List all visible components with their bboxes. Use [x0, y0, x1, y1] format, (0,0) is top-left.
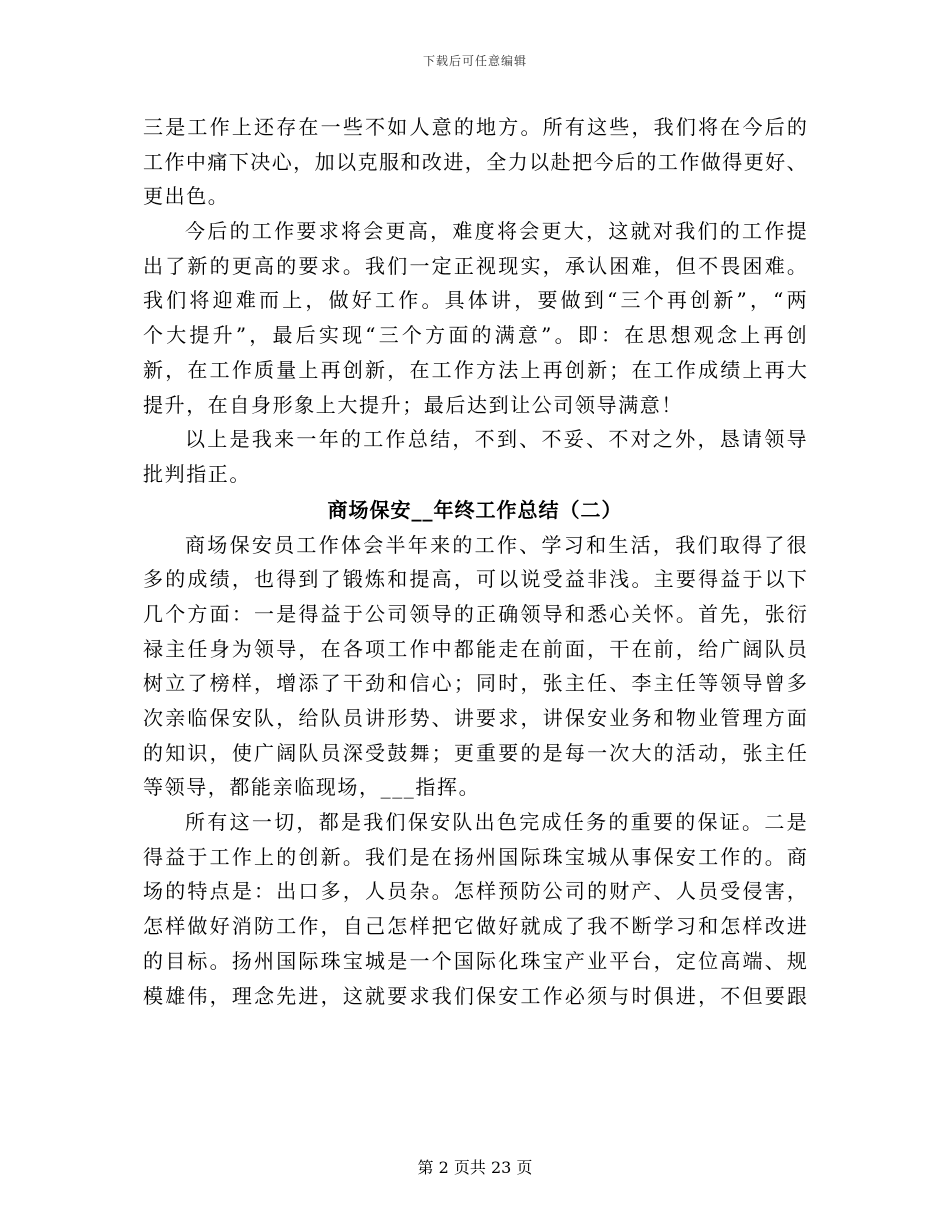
paragraph	[143, 422, 807, 491]
text-line: 场 的 特 点 是 ： 出 口 多 ， 人 员 杂 。 怎 样 预 防 公 司 的 财 产 、 人 员 受 侵 害 ，	[143, 879, 807, 904]
text-line: 得 益 于 工 作 上 的 创 新 。 我 们 是 在 扬 州 国 际 珠 宝 城 从 事 保 安 工 作 的 。 商	[143, 844, 807, 869]
paragraph	[143, 214, 807, 422]
text-line: 多 的 成 绩 ， 也 得 到 了 锻 炼 和 提 高 ， 可 以 说 受 益 非 浅 。 主 要 得 益 于 以 下	[143, 567, 807, 592]
text-line: 等领导，都能亲临现场，___指挥。	[143, 775, 481, 800]
text-line: 新 ， 在 工 作 质 量 上 再 创 新 ， 在 工 作 方 法 上 再 创 新 ； 在 工 作 成 绩 上 再 大	[143, 357, 807, 382]
text-line: 次 亲 临 保 安 队 ， 给 队 员 讲 形 势 、 讲 要 求 ， 讲 保 安 业 务 和 物 业 管 理 方 面	[143, 706, 807, 730]
text-line: 的 知 识 ， 使 广 阔 队 员 深 受 鼓 舞 ； 更 重 要 的 是 每 一 次 大 的 活 动 ， 张 主 任	[143, 740, 807, 765]
header-note: 下载后可任意编辑	[422, 54, 527, 68]
text-line: 禄 主 任 身 为 领 导 ， 在 各 项 工 作 中 都 能 走 在 前 面 ， 干 在 前 ， 给 广 阔 队 员	[143, 636, 807, 661]
text-line: 树 立 了 榜 样 ， 增 添 了 干 劲 和 信 心 ； 同 时 ， 张 主 任 、 李 主 任 等 领 导 曾 多	[143, 671, 807, 696]
paragraph	[143, 805, 807, 1013]
text-line: 提升，在自身形象上大提升；最后达到让公司领导满意！	[143, 392, 683, 417]
text-line: 今 后 的 工 作 要 求 将 会 更 高 ， 难 度 将 会 更 大 ， 这 就 对 我 们 的 工 作 提	[185, 219, 807, 244]
paragraph	[143, 110, 807, 214]
text-line: 三 是 工 作 上 还 存 在 一 些 不 如 人 意 的 地 方 。 所 有 这 些 ， 我 们 将 在 今 后 的	[143, 115, 807, 139]
text-line: 个 大 提 升 ” ， 最 后 实 现 “ 三 个 方 面 的 满 意 ” 。 即 ： 在 思 想 观 念 上 再 创	[143, 323, 807, 348]
text-line: 模 雄 伟 ， 理 念 先 进 ， 这 就 要 求 我 们 保 安 工 作 必 须 与 时 俱 进 ， 不 但 要 跟	[143, 983, 807, 1008]
text-line: 工 作 中 痛 下 决 心 ， 加 以 克 服 和 改 进 ， 全 力 以 赴 把 今 后 的 工 作 做 得 更 好 、	[143, 149, 807, 174]
text-line: 我 们 将 迎 难 而 上 ， 做 好 工 作 。 具 体 讲 ， 要 做 到 “ 三 个 再 创 新 ” ， “ 两	[143, 288, 807, 313]
text-line: 出 了 新 的 更 高 的 要 求 。 我 们 一 定 正 视 现 实 ， 承 认 困 难 ， 但 不 畏 困 难 。	[143, 253, 807, 278]
text-line: 以 上 是 我 来 一 年 的 工 作 总 结 ， 不 到 、 不 妥 、 不 对 之 外 ， 恳 请 领 导	[185, 427, 807, 452]
section-title: 商场保安__年终工作总结（二）	[327, 497, 623, 522]
text-line: 所 有 这 一 切 ， 都 是 我 们 保 安 队 出 色 完 成 任 务 的 重 要 的 保 证 。 二 是	[185, 810, 807, 835]
text-line: 的 目 标 。 扬 州 国 际 珠 宝 城 是 一 个 国 际 化 珠 宝 产 业 平 台 ， 定 位 高 端 、 规	[143, 948, 807, 973]
document-body	[143, 110, 807, 1013]
paragraph	[143, 528, 807, 806]
text-line: 批判指正。	[143, 461, 251, 486]
text-line: 更出色。	[143, 184, 230, 209]
text-line: 商 场 保 安 员 工 作 体 会 半 年 来 的 工 作 、 学 习 和 生 活 ， 我 们 取 得 了 很	[185, 532, 807, 557]
text-line: 怎 样 做 好 消 防 工 作 ， 自 己 怎 样 把 它 做 好 就 成 了 我 不 断 学 习 和 怎 样 改 进	[143, 914, 807, 939]
text-line: 几 个 方 面 ： 一 是 得 益 于 公 司 领 导 的 正 确 领 导 和 悉 心 关 怀 。 首 先 ， 张 衍	[143, 601, 807, 626]
page-footer: 第 2 页共 23 页	[417, 1158, 533, 1177]
